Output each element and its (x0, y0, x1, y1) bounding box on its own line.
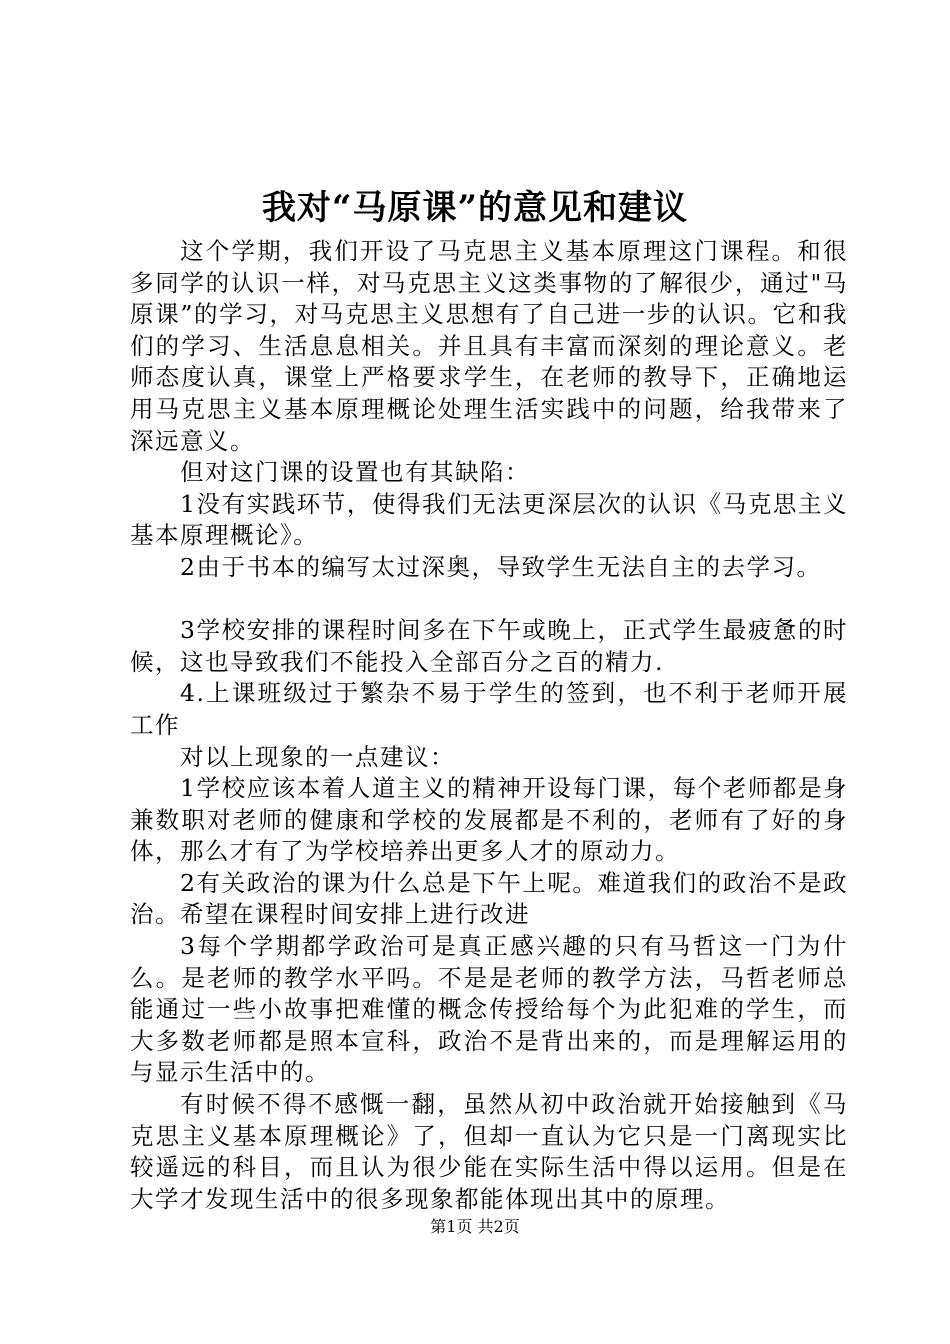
document-title: 我对“马原课”的意见和建议 (261, 188, 689, 228)
paragraph-intro: 这个学期，我们开设了马克思主义基本原理这门课程。和很多同学的认识一样，对马克思主义这类事物的了解很少，通过"马原课”的学习，对马克思主义思想有了自己进一步的认识。它和我们的学习、生活息息相关。并且具有丰富而深刻的理论意义。老师态度认真，课堂上严格要求学生，在老师的教导下，正确地运用马克思主义基本原理概论处理生活实践中的问题，给我带来了深远意义。 (130, 237, 848, 455)
paragraph-defect-3: 3学校安排的课程时间多在下午或晚上，正式学生最疲惫的时候，这也导致我们不能投入全部百分之百的精力. (130, 616, 848, 676)
paragraph-suggestion-1: 1学校应该本着人道主义的精神开设每门课，每个老师都是身兼数职对老师的健康和学校的发展都是不利的，老师有了好的身体，那么才有了为学校培养出更多人才的原动力。 (130, 774, 848, 866)
paragraph-conclusion: 有时候不得不感慨一翻，虽然从初中政治就开始接触到《马克思主义基本原理概论》了，但却一直认为它只是一门离现实比较遥远的科目，而且认为很少能在实际生活中得以运用。但是在大学才发现生活中的很多现象都能体现出其中的原理。 (130, 1090, 848, 1213)
paragraph-suggestion-3: 3每个学期都学政治可是真正感兴趣的只有马哲这一门为什么。是老师的教学水平吗。不是是老师的教学方法，马哲老师总能通过一些小故事把难懂的概念传授给每个为此犯难的学生，而大多数老师都是照本宣科，政治不是背出来的，而是理解运用的与显示生活中的。 (130, 932, 848, 1087)
paragraph-defect-1: 1没有实践环节，使得我们无法更深层次的认识《马克思主义基本原理概论》。 (130, 489, 848, 550)
paragraph-suggestion-2: 2有关政治的课为什么总是下午上呢。难道我们的政治不是政治。希望在课程时间安排上进行改进 (130, 868, 848, 929)
paragraph-defects-heading: 但对这门课的设置也有其缺陷： (180, 458, 530, 487)
page-footer: 第1页 共2页 (430, 1217, 520, 1236)
paragraph-defect-4: 4.上课班级过于繁杂不易于学生的签到，也不利于老师开展工作 (130, 679, 848, 739)
paragraph-suggestions-heading: 对以上现象的一点建议： (180, 742, 455, 771)
document-body (130, 236, 848, 1215)
paragraph-defect-2: 2由于书本的编写太过深奥，导致学生无法自主的去学习。 (180, 552, 822, 581)
